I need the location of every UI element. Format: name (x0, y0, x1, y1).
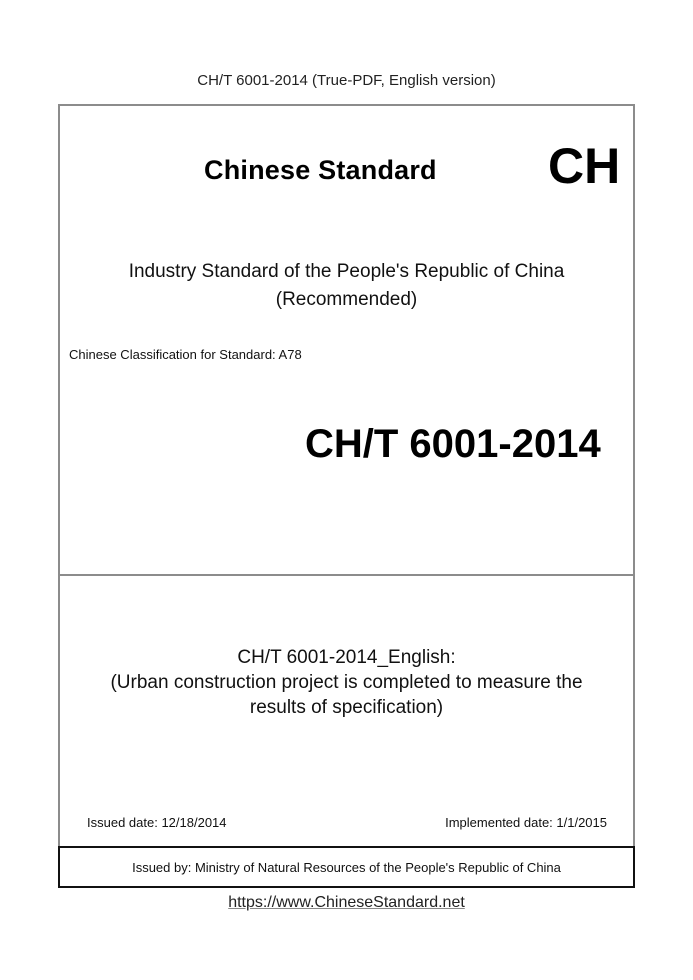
issuer-box (58, 846, 635, 888)
issued-by-text: Issued by: Ministry of Natural Resources of the People's Republic of China (132, 859, 561, 875)
cover-frame (58, 104, 635, 847)
english-title-line-3: results of specification) (249, 697, 444, 718)
document-header-title: CH/T 6001-2014 (True-PDF, English version) (197, 72, 496, 89)
website-link[interactable]: https://www.ChineseStandard.net (228, 894, 465, 911)
banner-code: CH (548, 138, 621, 194)
classification-label: Chinese Classification for Standard: A78 (69, 347, 302, 362)
standard-subtitle (58, 258, 635, 314)
issued-date: Issued date: 12/18/2014 (87, 815, 227, 830)
implemented-date: Implemented date: 1/1/2015 (445, 815, 607, 830)
subtitle-line-2: (Recommended) (275, 289, 418, 310)
banner-title: Chinese Standard (204, 155, 437, 185)
subtitle-line-1: Industry Standard of the People's Republic of China (128, 261, 565, 282)
standard-number: CH/T 6001-2014 (305, 422, 601, 466)
english-title-line-1: CH/T 6001-2014_English: (237, 647, 456, 668)
english-title-line-2: (Urban construction project is completed to measure the (110, 672, 583, 693)
english-title (58, 645, 635, 720)
cover-divider (58, 574, 635, 576)
